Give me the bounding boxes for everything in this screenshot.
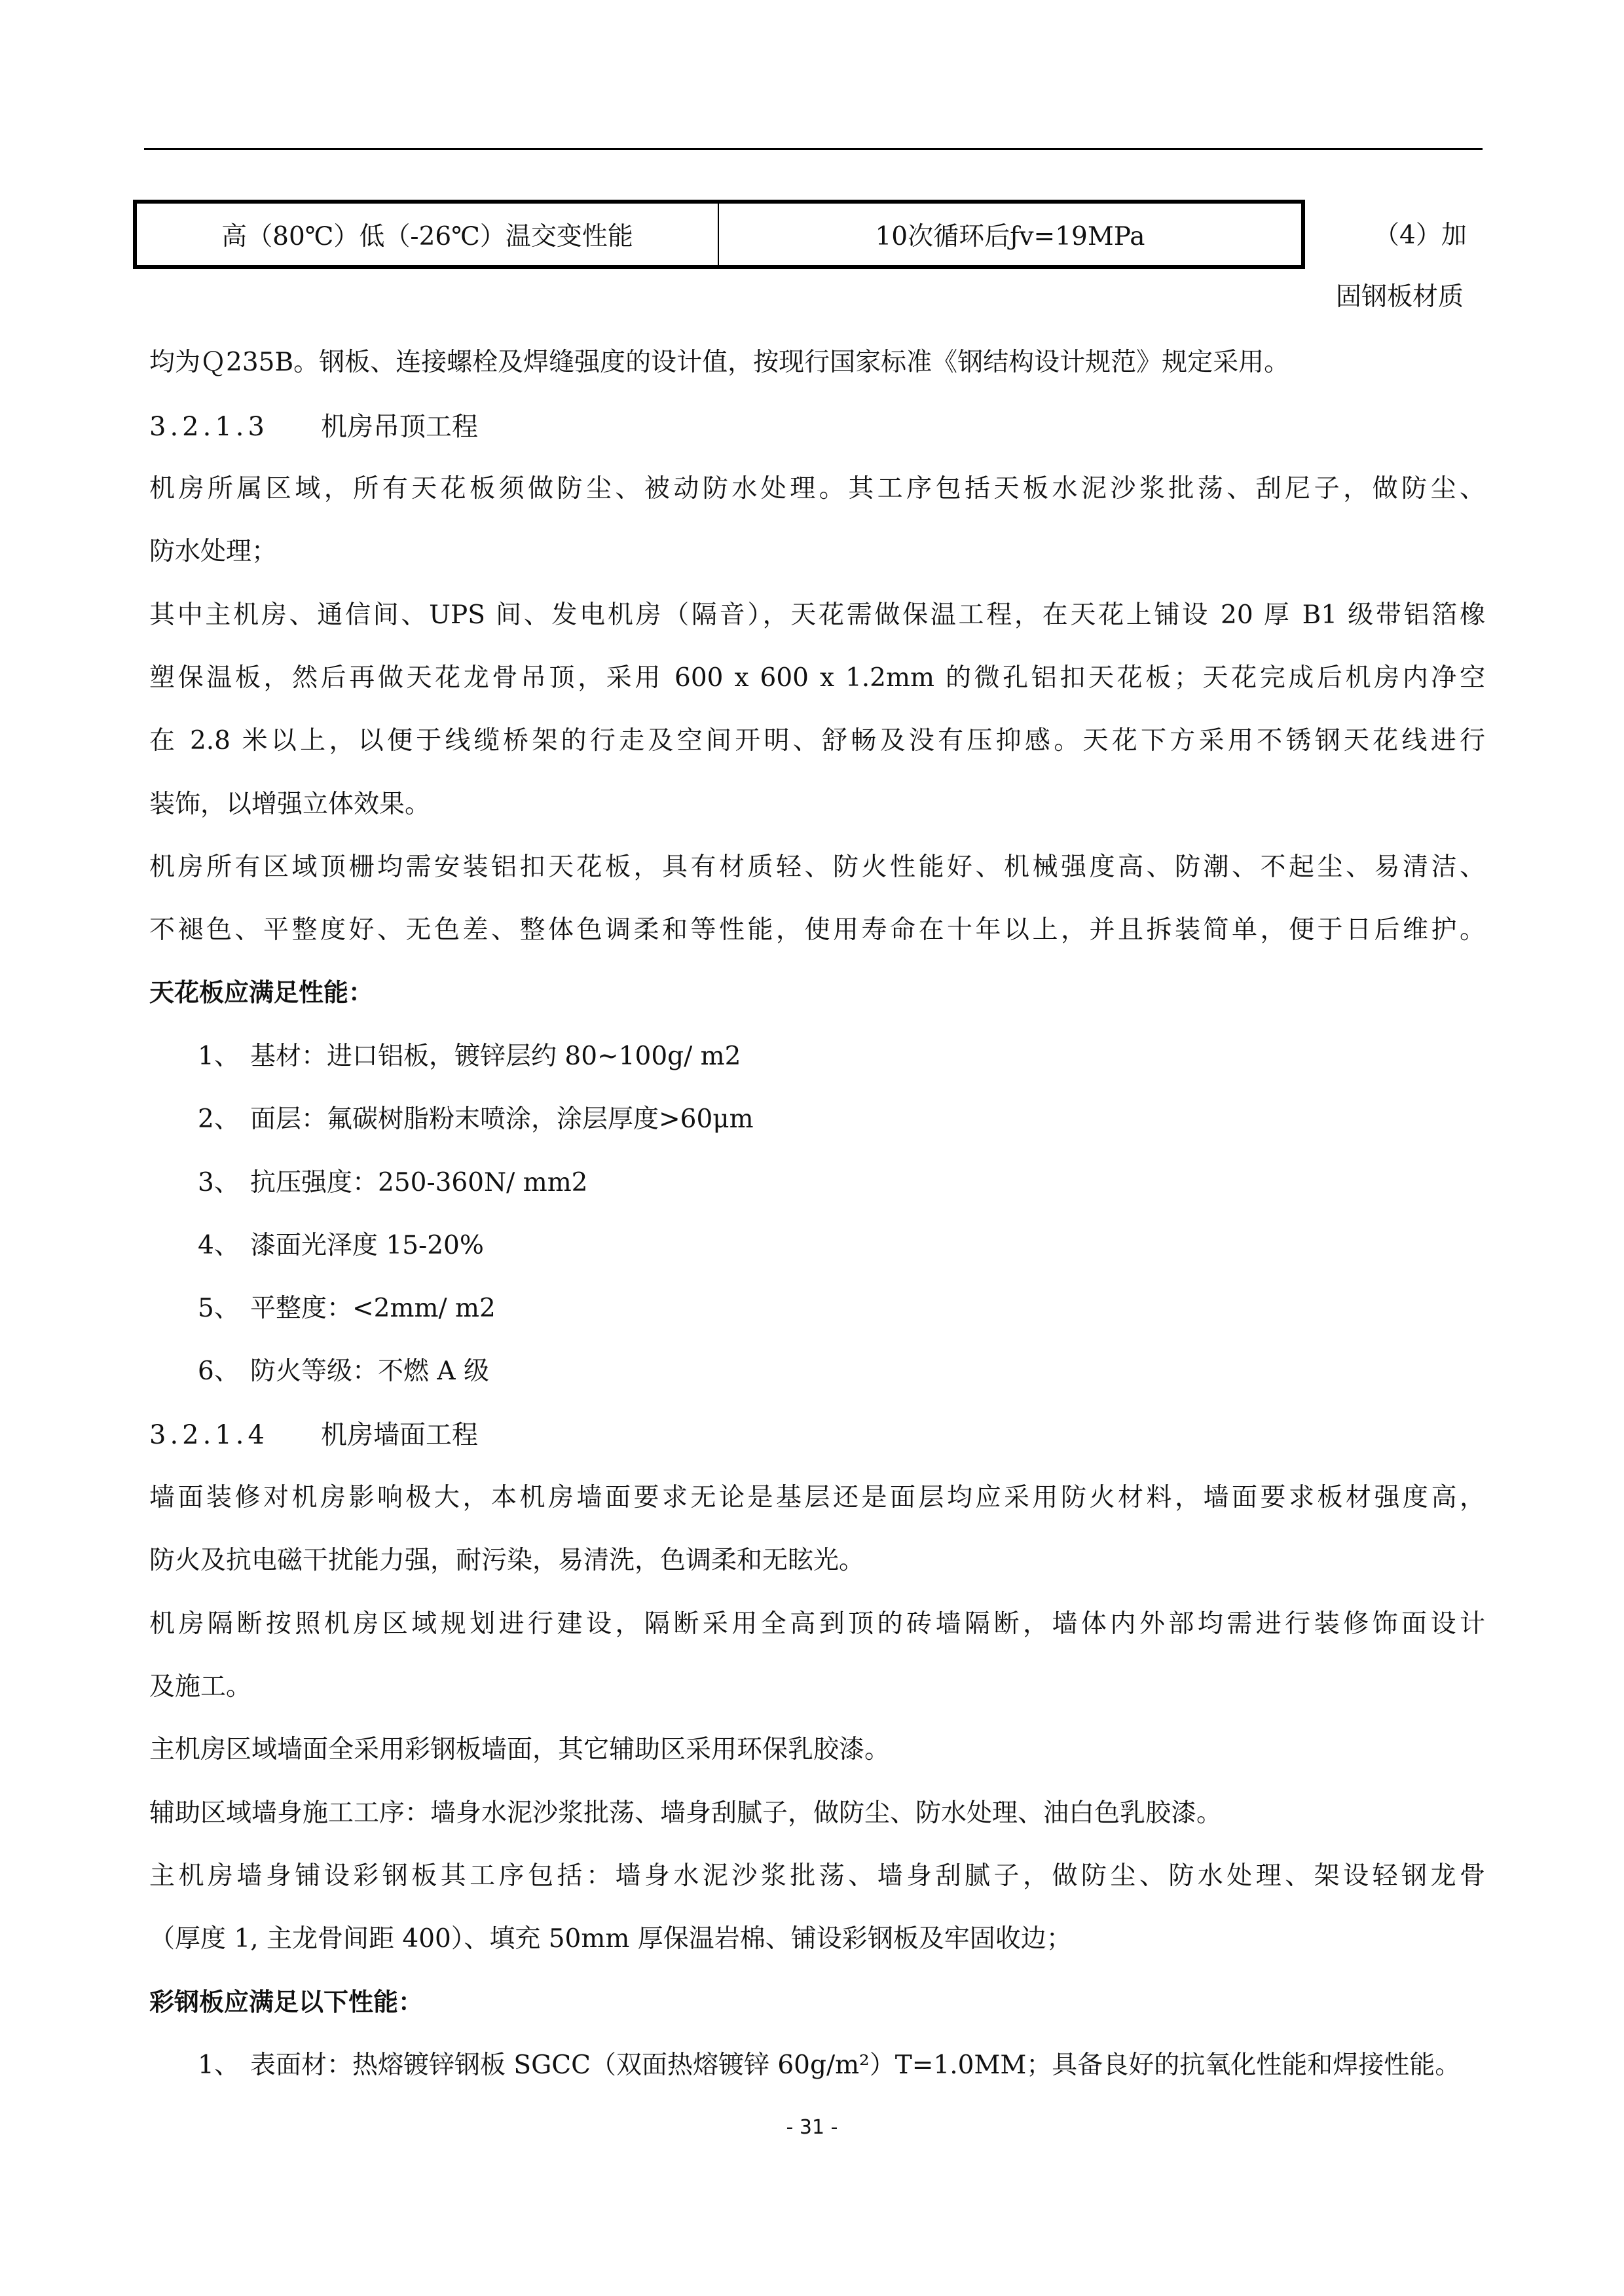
paragraph-line: 防火及抗电磁干扰能力强，耐污染，易清洗，色调柔和无眩光。	[149, 1546, 865, 1575]
paragraph-line: 主机房墙身铺设彩钢板其工序包括：墙身水泥沙浆批荡、墙身刮腻子，做防尘、防水处理、架设轻钢龙骨	[149, 1861, 1485, 1891]
section-number: 3.2.1.3	[149, 412, 268, 442]
paragraph-line: 机房所有区域顶栅均需安装铝扣天花板，具有材质轻、防火性能好、机械强度高、防潮、不起尘、易清洁、	[149, 852, 1485, 882]
list-item: 6、 防火等级：不燃 A 级	[198, 1357, 489, 1386]
list-item: 1、 表面材：热熔镀锌钢板 SGCC（双面热熔镀锌 60g/m²）T=1.0MM；具备良好的抗氧化性能和焊接性能。	[198, 2050, 1461, 2080]
paragraph-line: 辅助区域墙身施工工序：墙身水泥沙浆批荡、墙身刮腻子，做防尘、防水处理、油白色乳胶漆。	[149, 1798, 1223, 1828]
paragraph-line: 及施工。	[149, 1672, 252, 1702]
paragraph-line: 在 2.8 米以上，以便于线缆桥架的行走及空间开明、舒畅及没有压抑感。天花下方采用不锈钢天花线进行	[149, 726, 1485, 756]
paragraph-line: 机房隔断按照机房区域规划进行建设，隔断采用全高到顶的砖墙隔断，墙体内外部均需进行装修饰面设计	[149, 1609, 1485, 1639]
paragraph-line: 主机房区域墙面全采用彩钢板墙面，其它辅助区采用环保乳胶漆。	[149, 1735, 891, 1764]
paragraph-line: 塑保温板，然后再做天花龙骨吊顶，采用 600 x 600 x 1.2mm 的微孔铝扣天花板；天花完成后机房内净空	[149, 663, 1485, 693]
table-cell-value: 10次循环后ƒv=19MPa	[718, 202, 1303, 267]
list-item: 2、 面层：氟碳树脂粉末喷涂，涂层厚度>60μm	[198, 1104, 754, 1134]
list-item: 4、 漆面光泽度 15-20%	[198, 1231, 484, 1260]
paragraph-line: 机房所属区域，所有天花板须做防尘、被动防水处理。其工序包括天板水泥沙浆批荡、刮尼子，做防尘、	[149, 474, 1485, 503]
section-title: 机房墙面工程	[321, 1420, 478, 1450]
paragraph-line: 不褪色、平整度好、无色差、整体色调柔和等性能，使用寿命在十年以上，并且拆装简单，便于日后维护。	[149, 915, 1485, 945]
section-number: 3.2.1.4	[149, 1420, 268, 1450]
side-text-2: 固钢板材质	[1336, 282, 1464, 312]
paragraph-line: （厚度 1, 主龙骨间距 400）、填充 50mm 厚保温岩棉、铺设彩钢板及牢固收边；	[149, 1924, 1072, 1954]
paragraph-line: 墙面装修对机房影响极大，本机房墙面要求无论是基层还是面层均应采用防火材料，墙面要求板材强度高，	[149, 1483, 1485, 1512]
list-item: 5、 平整度：<2mm/ m2	[198, 1294, 496, 1323]
section-heading-ceiling	[149, 406, 478, 443]
header-rule	[144, 148, 1483, 150]
paragraph-line: 装饰，以增强立体效果。	[149, 790, 431, 819]
paragraph-line: 其中主机房、通信间、UPS 间、发电机房（隔音），天花需做保温工程，在天花上铺设 20 厚 B1 级带铝箔橡	[149, 600, 1485, 630]
bold-subheading-ceiling: 天花板应满足性能：	[149, 978, 374, 1007]
table-row	[135, 202, 1303, 267]
list-item: 1、 基材：进口铝板，镀锌层约 80~100g/ m2	[198, 1042, 741, 1071]
side-text-1: （4）加	[1374, 221, 1467, 250]
table-cell-property: 高（80℃）低（-26℃）温交变性能	[135, 202, 718, 267]
list-item: 3、 抗压强度：250-360N/ mm2	[198, 1168, 588, 1197]
paragraph-steel: 均为Ｑ235B。钢板、连接螺栓及焊缝强度的设计值，按现行国家标准《钢结构设计规范》规定采用。	[149, 348, 1290, 377]
section-title: 机房吊顶工程	[321, 412, 478, 442]
bold-subheading-steel: 彩钢板应满足以下性能：	[149, 1988, 424, 2016]
page-number: - 31 -	[786, 2116, 838, 2139]
section-heading-wall	[149, 1414, 478, 1451]
spec-table	[133, 200, 1305, 269]
paragraph-line: 防水处理；	[149, 537, 278, 566]
